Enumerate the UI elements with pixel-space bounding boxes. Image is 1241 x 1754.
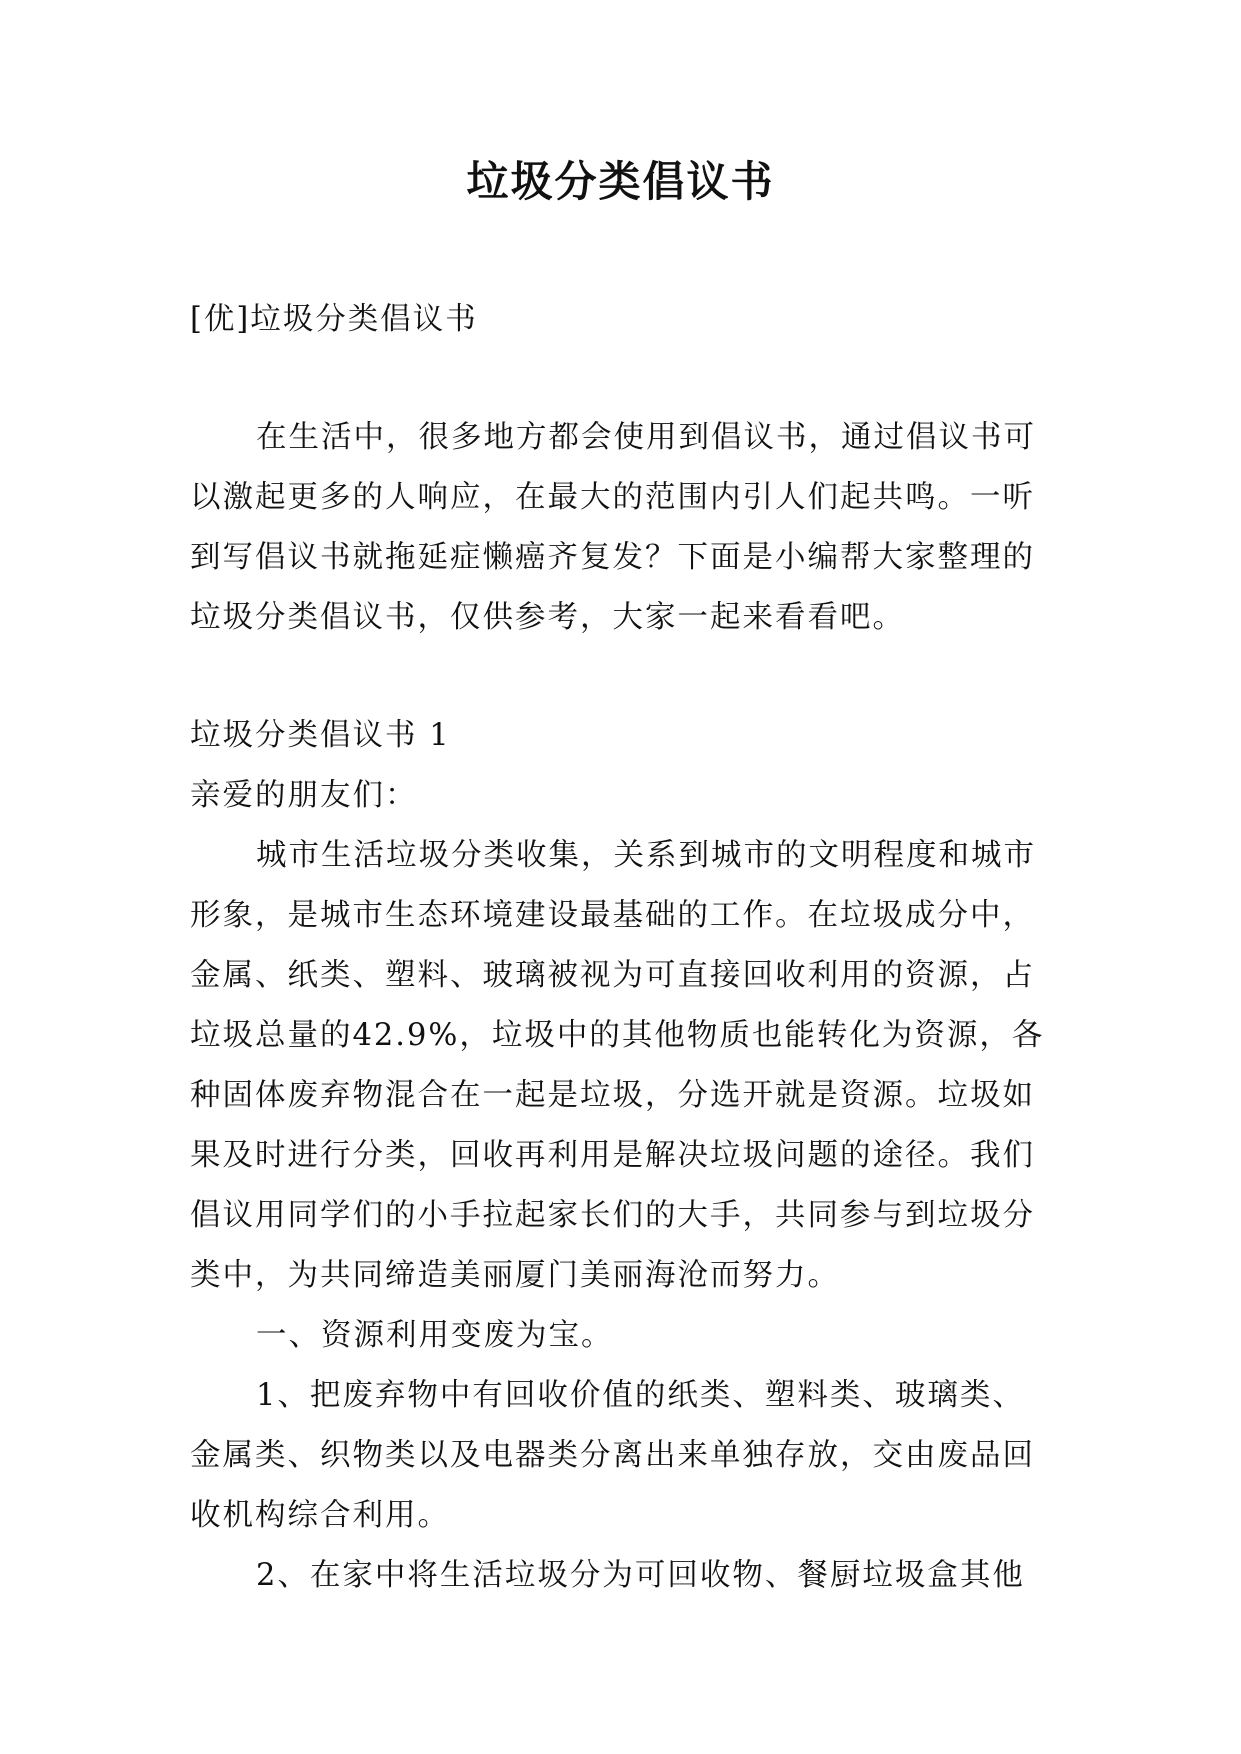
document-subtitle: [优]垃圾分类倡议书 — [190, 302, 478, 337]
list-item-2: 2、在家中将生活垃圾分为可回收物、餐厨垃圾盒其他 — [256, 1558, 1025, 1593]
document-title: 垃圾分类倡议书 — [466, 157, 775, 206]
intro-paragraph: 在生活中，很多地方都会使用到倡议书，通过倡议书可以激起更多的人响应，在最大的范围内引人们起共鸣。一听到写倡议书就拖延症懒癌齐复发？下面是小编帮大家整理的垃圾分类倡议书，仅供参考，大家一起来看看吧。 — [190, 420, 1036, 635]
salutation: 亲爱的朋友们： — [190, 778, 418, 813]
body-paragraph-1: 城市生活垃圾分类收集，关系到城市的文明程度和城市形象，是城市生态环境建设最基础的工作。在垃圾成分中，金属、纸类、塑料、玻璃被视为可直接回收利用的资源，占垃圾总量的42.9%，垃圾中的其他物质也能转化为资源，各种固体废弃物混合在一起是垃圾，分选开就是资源。垃圾如果及时进行分类，回收再利用是解决垃圾问题的途径。我们倡议用同学们的小手拉起家长们的大手，共同参与到垃圾分类中，为共同缔造美丽厦门美丽海沧而努力。 — [190, 838, 1045, 1293]
document-body — [190, 290, 1050, 1606]
item-heading: 一、资源利用变废为宝。 — [256, 1318, 614, 1353]
section-heading: 垃圾分类倡议书 1 — [190, 718, 451, 753]
list-item-1: 1、把废弃物中有回收价值的纸类、塑料类、玻璃类、金属类、织物类以及电器类分离出来单独存放，交由废品回收机构综合利用。 — [190, 1378, 1035, 1533]
